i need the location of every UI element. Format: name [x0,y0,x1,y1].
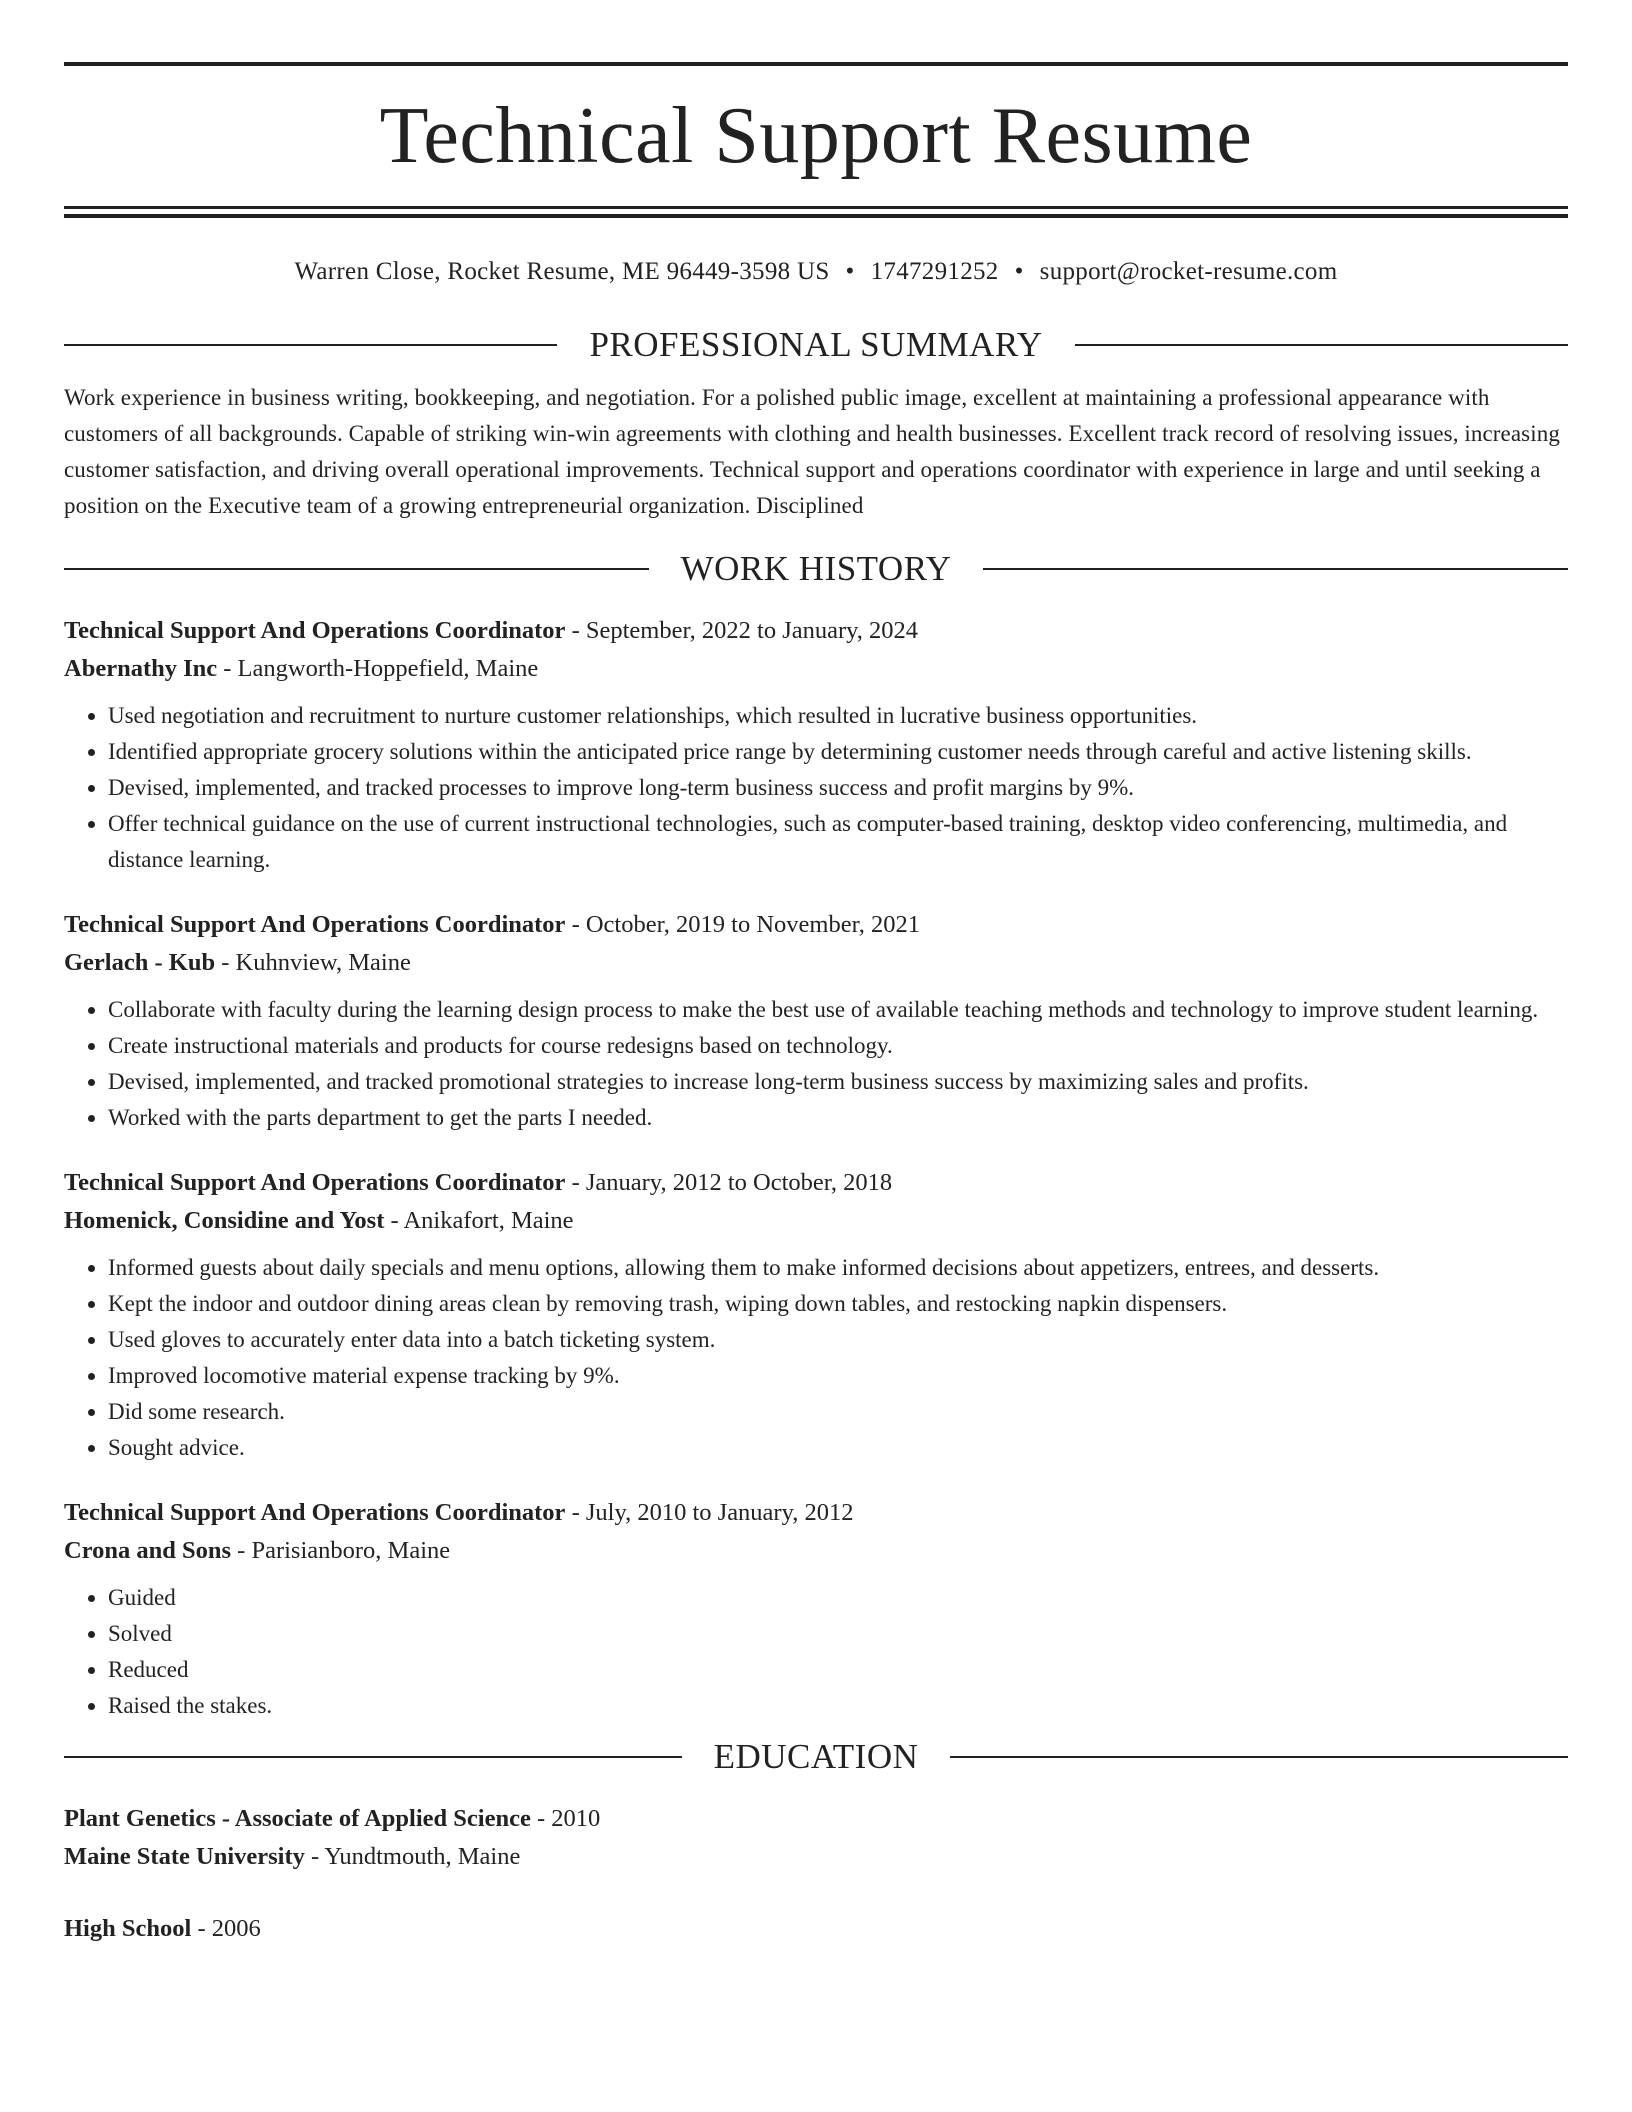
education-entry [64,1800,1568,1876]
job-company-line [64,650,1568,688]
job-entry [64,1164,1568,1466]
job-bullets [64,1250,1568,1466]
job-bullet: • Raised the stakes. [108,1688,1568,1724]
job-location: - Kuhnview, Maine [215,949,411,976]
education-year: - 2006 [191,1915,261,1942]
job-bullet: • Worked with the parts department to get the parts I needed. [108,1100,1568,1136]
job-company: Homenick, Considine and Yost [64,1207,385,1234]
heading-rule [64,1756,682,1758]
job-company-line [64,944,1568,982]
contact-phone: 1747291252 [870,258,999,285]
job-bullet: • Devised, implemented, and tracked promotional strategies to increase long-term business success by maximizing sales and profits. [108,1064,1568,1100]
job-location: - Parisianboro, Maine [231,1537,451,1564]
section-heading-work [64,546,1568,592]
education-school: Maine State University [64,1843,305,1870]
heading-rule [1075,344,1568,346]
education-degree: Plant Genetics - Associate of Applied Science [64,1805,531,1832]
job-bullet: • Sought advice. [108,1430,1568,1466]
heading-rule [64,568,649,570]
heading-rule [950,1756,1568,1758]
job-title: Technical Support And Operations Coordinator [64,911,566,938]
job-location: - Anikafort, Maine [384,1207,574,1234]
contact-separator: • [1014,258,1024,285]
job-bullet: • Reduced [108,1652,1568,1688]
section-title: EDUCATION [713,1737,919,1776]
education-year: - 2010 [530,1805,601,1832]
job-title-line [64,612,1568,650]
job-bullets [64,698,1568,878]
contact-email: support@rocket-resume.com [1039,258,1338,285]
job-bullet: • Used gloves to accurately enter data into a batch ticketing system. [108,1322,1568,1358]
summary-text: Work experience in business writing, bookkeeping, and negotiation. For a polished public image, excellent at maintaining a professional appearance with customers of all backgrounds. Capable of striking win-win agreements with clothing and health businesses. Excellent track record of resolving issues, increasing customer satisfaction, and driving overall operational improvements. Technical support and operations coordinator with experience in large and until seeking a position on the Executive team of a growing entrepreneurial organization. Disciplined [64,385,1560,518]
job-company: Crona and Sons [64,1537,232,1564]
job-bullets [64,1580,1568,1724]
job-title: Technical Support And Operations Coordinator [64,617,566,644]
job-bullet: • Kept the indoor and outdoor dining areas clean by removing trash, wiping down tables, and restocking napkin dispensers. [108,1286,1568,1322]
job-company: Abernathy Inc [64,655,218,682]
education-degree-line [64,1910,1568,1948]
job-dates: - September, 2022 to January, 2024 [565,617,919,644]
job-bullet: • Did some research. [108,1394,1568,1430]
heading-rule [64,344,557,346]
section-heading-education [64,1734,1568,1780]
job-bullet: • Solved [108,1616,1568,1652]
job-bullet: • Improved locomotive material expense tracking by 9%. [108,1358,1568,1394]
job-location: - Langworth-Hoppefield, Maine [217,655,539,682]
education-school-line [64,1838,1568,1876]
job-dates: - July, 2010 to January, 2012 [565,1499,854,1526]
education-degree: High School [64,1915,192,1942]
job-bullet: • Guided [108,1580,1568,1616]
job-bullet: • Offer technical guidance on the use of current instructional technologies, such as computer-based training, desktop video conferencing, multimedia, and distance learning. [108,806,1568,878]
job-title-line [64,1164,1568,1202]
job-entry [64,906,1568,1136]
contact-line [64,256,1568,288]
contact-separator: • [845,258,855,285]
job-bullet: • Devised, implemented, and tracked processes to improve long-term business success and profit margins by 9%. [108,770,1568,806]
job-company-line [64,1202,1568,1240]
education-degree-line [64,1800,1568,1838]
heading-rule [983,568,1568,570]
job-dates: - January, 2012 to October, 2018 [565,1169,893,1196]
job-bullet: • Informed guests about daily specials and menu options, allowing them to make informed decisions about appetizers, entrees, and desserts. [108,1250,1568,1286]
job-entry [64,612,1568,878]
job-title: Technical Support And Operations Coordinator [64,1169,566,1196]
section-title: PROFESSIONAL SUMMARY [589,325,1043,364]
job-dates: - October, 2019 to November, 2021 [565,911,921,938]
job-bullet: • Used negotiation and recruitment to nurture customer relationships, which resulted in lucrative business opportunities. [108,698,1568,734]
job-title: Technical Support And Operations Coordinator [64,1499,566,1526]
job-bullet: • Create instructional materials and products for course redesigns based on technology. [108,1028,1568,1064]
resume-title: Technical Support Resume [379,92,1253,180]
job-bullets [64,992,1568,1136]
section-title: WORK HISTORY [680,549,952,588]
job-bullet: • Identified appropriate grocery solutions within the anticipated price range by determining customer needs through careful and active listening skills. [108,734,1568,770]
section-heading-summary [64,322,1568,368]
job-title-line [64,906,1568,944]
education-location: - Yundtmouth, Maine [304,1843,521,1870]
education-entry [64,1910,1568,1948]
job-company: Gerlach - Kub [64,949,216,976]
job-bullet: • Collaborate with faculty during the learning design process to make the best use of available teaching methods and technology to improve student learning. [108,992,1568,1028]
top-rule [64,62,1568,66]
job-entry [64,1494,1568,1724]
job-title-line [64,1494,1568,1532]
contact-address: Warren Close, Rocket Resume, ME 96449-3598 US [294,258,830,285]
title-double-rule [64,206,1568,218]
job-company-line [64,1532,1568,1570]
